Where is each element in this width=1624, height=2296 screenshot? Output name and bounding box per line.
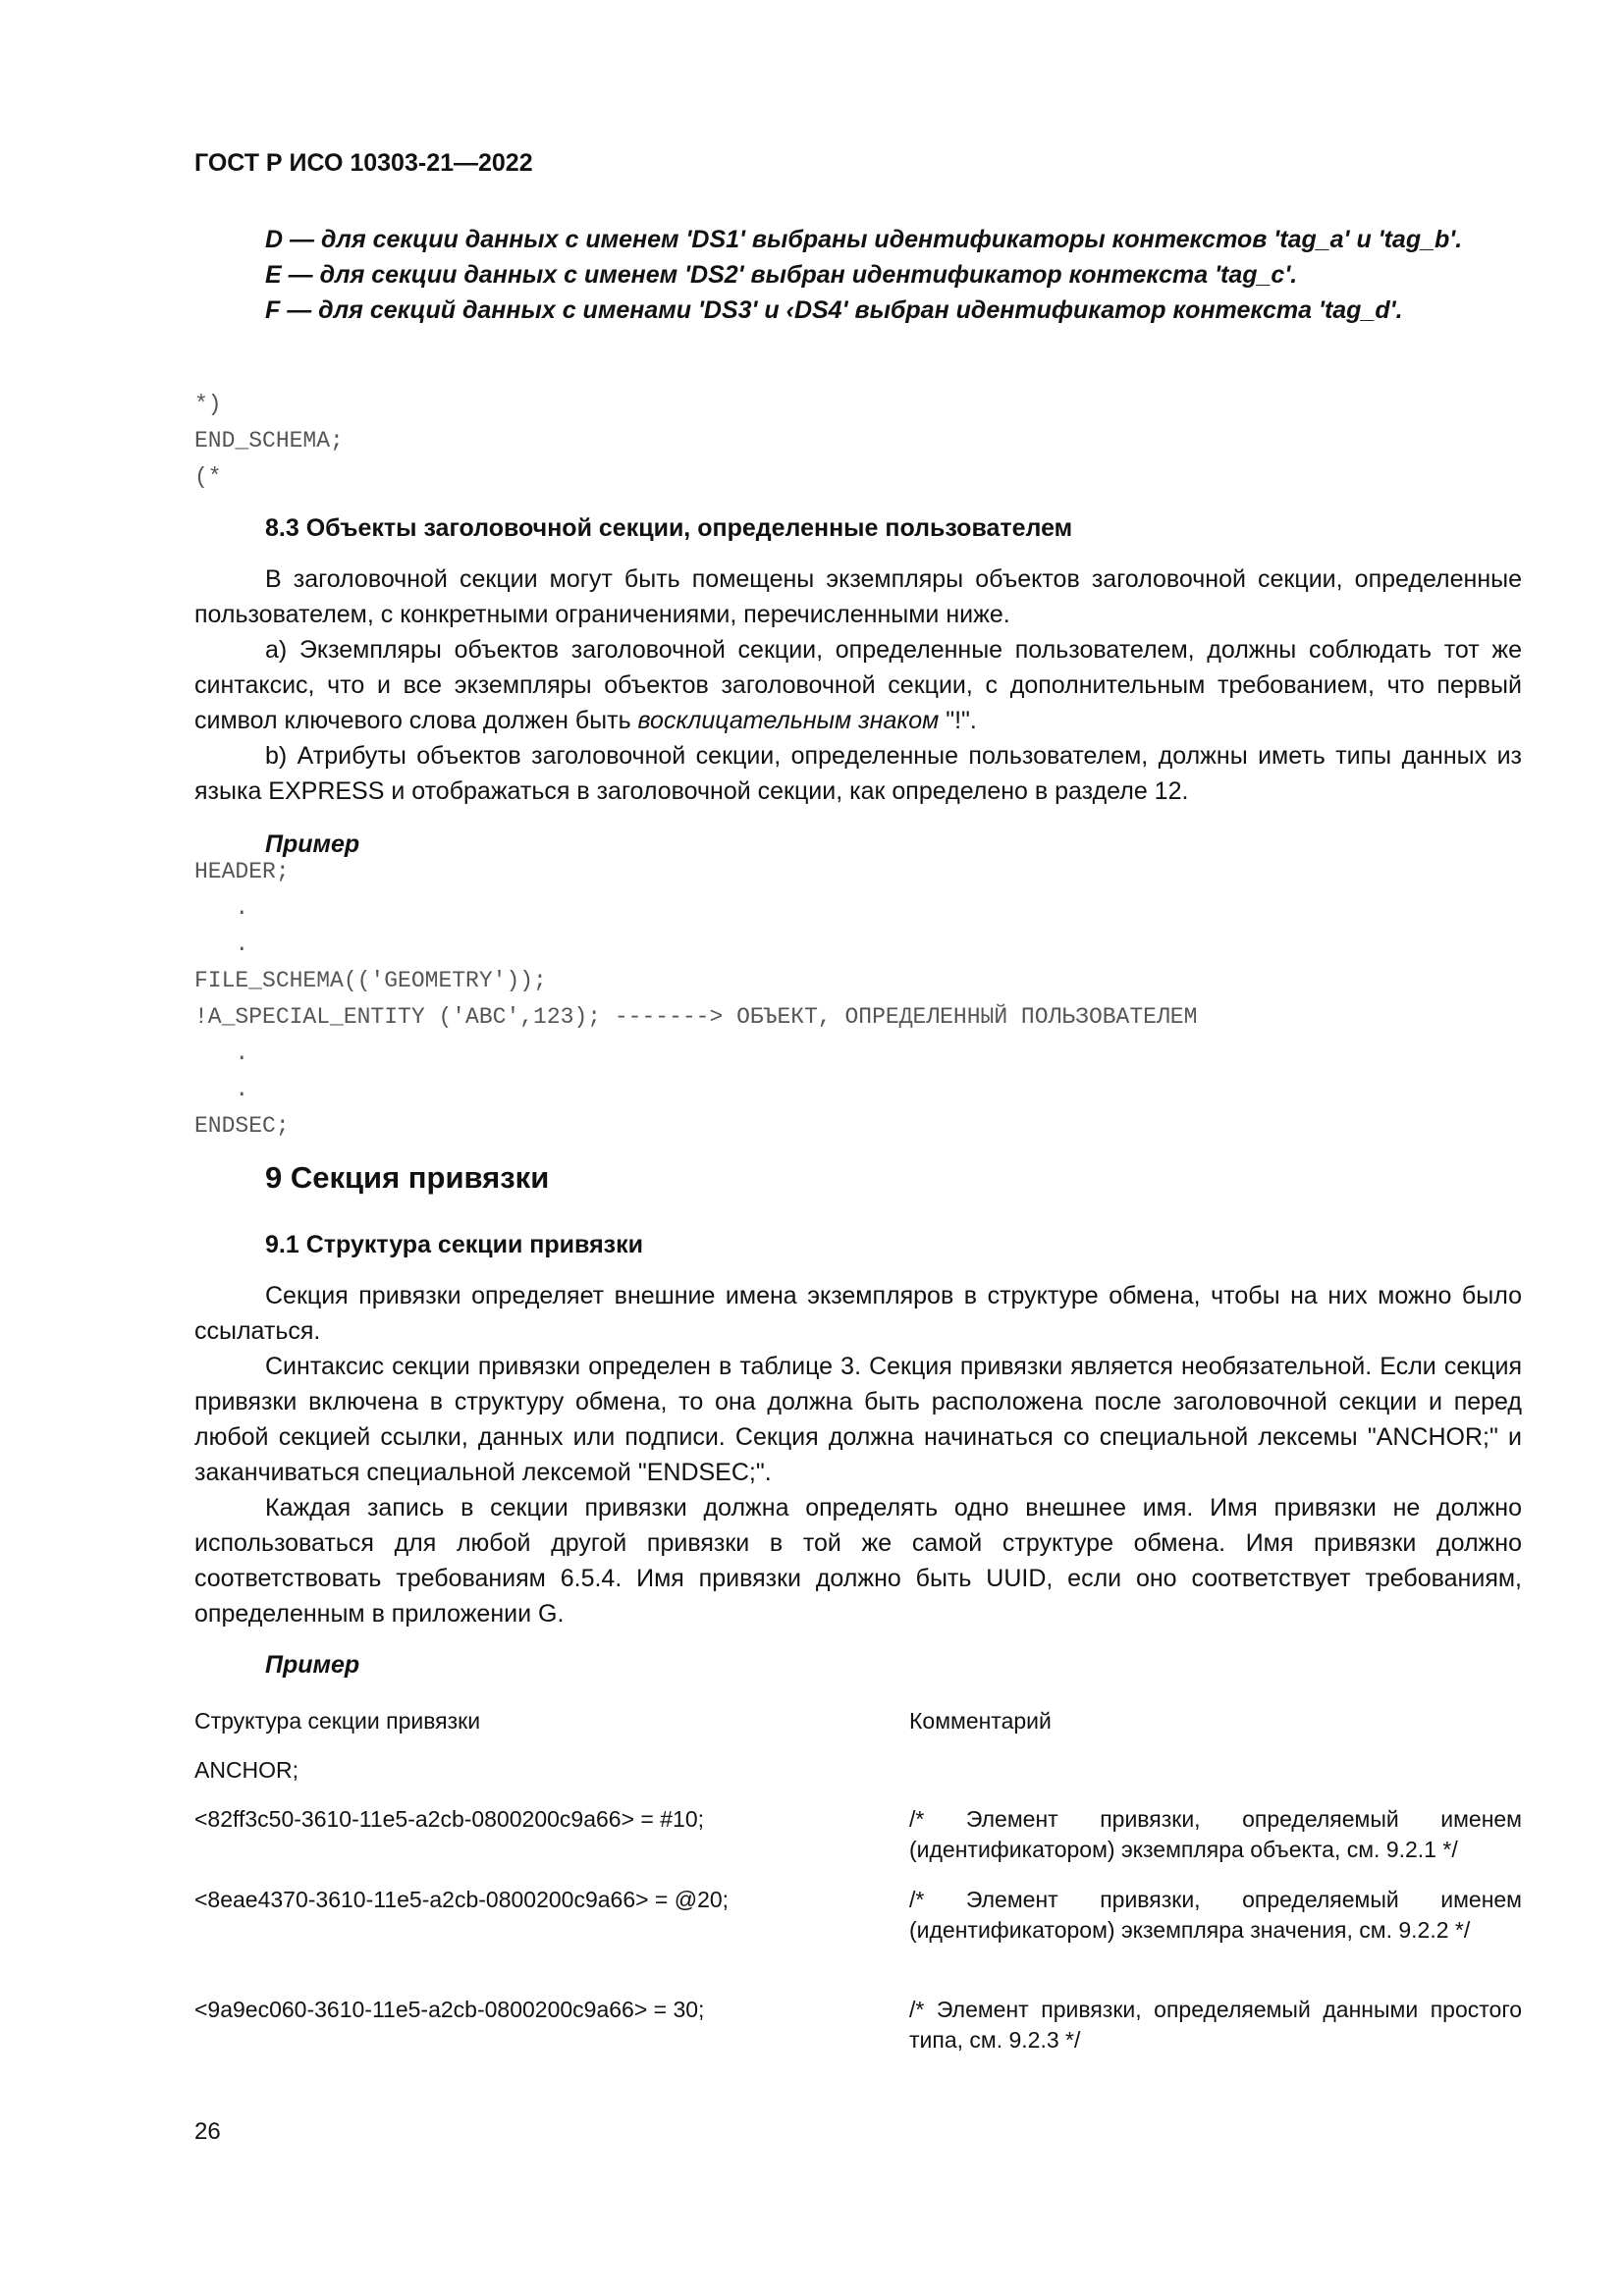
document-header: ГОСТ Р ИСО 10303-21—2022: [194, 149, 533, 177]
paragraph: В заголовочной секции могут быть помещены экземпляры объектов заголовочной секции, определенные пользователем, с конкретными ограничениями, перечисленными ниже.: [194, 565, 1522, 628]
section-9: [194, 1156, 1522, 1682]
note-e: E — для секции данных с именем 'DS2' выбран идентификатор контекста 'tag_c'.: [265, 261, 1298, 289]
section-9-1-title: 9.1 Структура секции привязки: [265, 1231, 643, 1258]
example-label: Пример: [265, 830, 360, 858]
table-column-comment: Комментарий: [909, 1708, 1052, 1734]
anchor-keyword: ANCHOR;: [194, 1757, 299, 1783]
code-line: .: [194, 1077, 249, 1102]
code-line: *): [194, 392, 222, 417]
code-line: ENDSEC;: [194, 1113, 290, 1139]
code-block-schema-end: [194, 387, 1522, 496]
code-line: (*: [194, 464, 222, 490]
table-column-structure: Структура секции привязки: [194, 1708, 481, 1734]
notes-block: [194, 222, 1522, 328]
code-line: FILE_SCHEMA(('GEOMETRY'));: [194, 968, 547, 993]
page-number: 26: [194, 2118, 221, 2145]
paragraph: Синтаксис секции привязки определен в таблице 3. Секция привязки является необязательной. Если секция привязки включена в структуру обмена, то она должна быть расположена после заголовочной секции и перед любой секцией ссылки, данных или подписи. Секция должна начинаться со специальной лексемы "ANCHOR;" и заканчиваться специальной лексемой "ENDSEC;".: [194, 1353, 1522, 1486]
anchor-entry: <9a9ec060-3610-11e5-a2cb-0800200c9a66> = 30;: [194, 1997, 705, 2022]
paragraph: Секция привязки определяет внешние имена экземпляров в структуре обмена, чтобы на них можно было ссылаться.: [194, 1282, 1522, 1345]
emphasis: восклицательным знаком: [637, 707, 940, 734]
code-line: .: [194, 895, 249, 921]
code-line: HEADER;: [194, 859, 290, 884]
code-line: .: [194, 1041, 249, 1066]
code-block-header: [194, 854, 1522, 1145]
code-line: .: [194, 932, 249, 957]
anchor-entry: <8eae4370-3610-11e5-a2cb-0800200c9a66> = @20;: [194, 1887, 730, 1912]
anchor-comment: /* Элемент привязки, определяемый именем (идентификатором) экземпляра значения, см. 9.2.2 */: [909, 1887, 1522, 1943]
code-line: !A_SPECIAL_ENTITY ('ABC',123); -------> ОБЪЕКТ, ОПРЕДЕЛЕННЫЙ ПОЛЬЗОВАТЕЛЕМ: [194, 1004, 1198, 1030]
section-9-title: 9 Секция привязки: [265, 1160, 550, 1195]
section-8-3-title: 8.3 Объекты заголовочной секции, определенные пользователем: [265, 514, 1073, 542]
anchor-entry: <82ff3c50-3610-11e5-a2cb-0800200c9a66> = #10;: [194, 1806, 705, 1832]
code-line: END_SCHEMA;: [194, 428, 344, 454]
paragraph-item-b: b) Атрибуты объектов заголовочной секции, определенные пользователем, должны иметь типы данных из языка EXPRESS и отображаться в заголовочной секции, как определено в разделе 12.: [194, 742, 1522, 805]
anchor-comment: /* Элемент привязки, определяемый данными простого типа, см. 9.2.3 */: [909, 1997, 1522, 2053]
paragraph: Каждая запись в секции привязки должна определять одно внешнее имя. Имя привязки не должно использоваться для любой другой привязки в той же самой структуре обмена. Имя привязки должно соответствовать требованиям 6.5.4. Имя привязки должно быть UUID, если оно соответствует требованиям, определенным в приложении G.: [194, 1494, 1522, 1628]
example-label: Пример: [265, 1651, 360, 1679]
anchor-comment: /* Элемент привязки, определяемый именем (идентификатором) экземпляра объекта, см. 9.2.1 */: [909, 1806, 1522, 1862]
paragraph-item-a: a) Экземпляры объектов заголовочной секции, определенные пользователем, должны соблюдать тот же синтаксис, что и все экземпляры объектов заголовочной секции, с дополнительным требованием, что первый символ ключевого слова должен быть восклицательным знаком "!".: [194, 636, 1522, 734]
note-f: F — для секций данных с именами 'DS3' и ‹DS4' выбран идентификатор контекста 'tag_d'.: [265, 296, 1403, 324]
note-d: D — для секции данных с именем 'DS1' выбраны идентификаторы контекстов 'tag_a' и 'tag_b'.: [265, 226, 1463, 253]
section-8-3: [194, 510, 1522, 862]
